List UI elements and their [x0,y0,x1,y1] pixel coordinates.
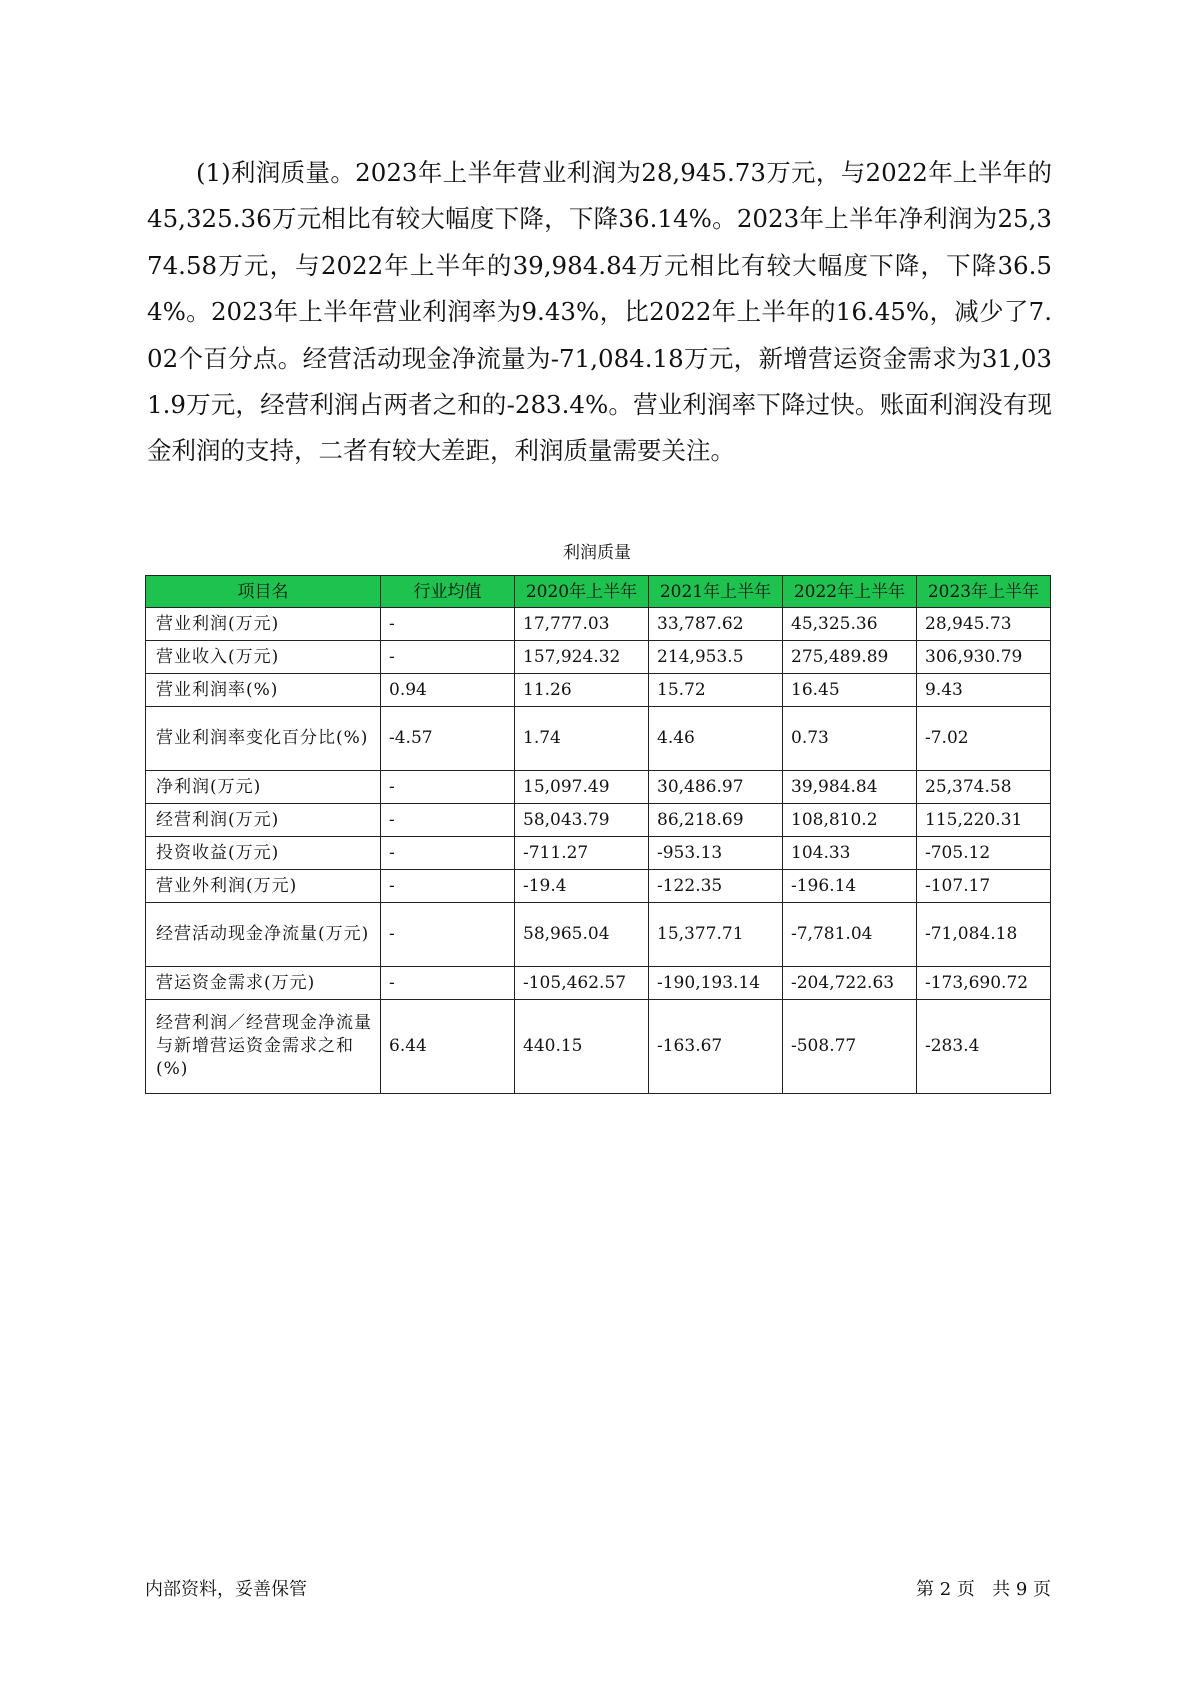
table-row [146,771,1051,804]
table-cell: - [381,870,515,903]
table-cell: 15.72 [649,674,783,707]
row-label: 净利润(万元) [146,771,381,804]
table-cell: 6.44 [381,1000,515,1094]
table-cell: - [381,641,515,674]
table-cell: -173,690.72 [917,967,1051,1000]
profit-quality-table [145,575,1051,1094]
header-item-name: 项目名 [146,576,381,608]
table-cell: 275,489.89 [783,641,917,674]
table-row [146,707,1051,771]
table-cell: -711.27 [515,837,649,870]
table-cell: - [381,608,515,641]
table-cell: 11.26 [515,674,649,707]
table-cell: -19.4 [515,870,649,903]
table-cell: -7.02 [917,707,1051,771]
row-label: 经营利润(万元) [146,804,381,837]
table-row [146,608,1051,641]
table-cell: 306,930.79 [917,641,1051,674]
table-cell: -105,462.57 [515,967,649,1000]
table-cell: -163.67 [649,1000,783,1094]
row-label: 经营利润／经营现金净流量与新增营运资金需求之和(%) [146,1000,381,1094]
table-cell: 15,097.49 [515,771,649,804]
table-row [146,903,1051,967]
row-label: 营运资金需求(万元) [146,967,381,1000]
footer-page-number: 第 2 页 共 9 页 [916,1579,1051,1600]
table-cell: 33,787.62 [649,608,783,641]
row-label: 营业利润率变化百分比(%) [146,707,381,771]
table-cell: 39,984.84 [783,771,917,804]
row-label: 投资收益(万元) [146,837,381,870]
table-cell: 440.15 [515,1000,649,1094]
table-cell: 104.33 [783,837,917,870]
table-cell: 157,924.32 [515,641,649,674]
table-cell: -4.57 [381,707,515,771]
table-cell: 16.45 [783,674,917,707]
row-label: 营业利润(万元) [146,608,381,641]
table-cell: - [381,771,515,804]
table-cell: 25,374.58 [917,771,1051,804]
table-cell: -196.14 [783,870,917,903]
row-label: 营业利润率(%) [146,674,381,707]
table-cell: -508.77 [783,1000,917,1094]
table-cell: - [381,804,515,837]
table-row [146,1000,1051,1094]
table-header-row [146,576,1051,608]
table-cell: -705.12 [917,837,1051,870]
table-cell: 214,953.5 [649,641,783,674]
table-cell: -107.17 [917,870,1051,903]
table-cell: 0.94 [381,674,515,707]
header-industry-average: 行业均值 [381,576,515,608]
table-cell: -204,722.63 [783,967,917,1000]
header-2022h1: 2022年上半年 [783,576,917,608]
table-cell: -71,084.18 [917,903,1051,967]
table-cell: 108,810.2 [783,804,917,837]
table-cell: 45,325.36 [783,608,917,641]
header-2021h1: 2021年上半年 [649,576,783,608]
table-cell: - [381,903,515,967]
table-cell: -190,193.14 [649,967,783,1000]
table-cell: 0.73 [783,707,917,771]
table-cell: 115,220.31 [917,804,1051,837]
footer-confidential-note: 内部资料，妥善保管 [145,1579,307,1600]
table-caption: 利润质量 [563,543,631,563]
table-cell: - [381,837,515,870]
table-row [146,837,1051,870]
table-cell: 15,377.71 [649,903,783,967]
table-cell: 30,486.97 [649,771,783,804]
table-cell: 17,777.03 [515,608,649,641]
table-cell: 58,965.04 [515,903,649,967]
table-cell: 86,218.69 [649,804,783,837]
body-paragraph: (1)利润质量。2023年上半年营业利润为28,945.73万元，与2022年上半年的45,325.36万元相比有较大幅度下降，下降36.14%。2023年上半年净利润为25,374.58万元，与2022年上半年的39,984.84万元相比有较大幅度下降，下降36.54%。2023年上半年营业利润率为9.43%，比2022年上半年的16.45%，减少了7.02个百分点。经营活动现金净流量为-71,084.18万元，新增营运资金需求为31,031.9万元，经营利润占两者之和的-283.4%。营业利润率下降过快。账面利润没有现金利润的支持，二者有较大差距，利润质量需要关注。 [147,158,1052,466]
table-cell: -122.35 [649,870,783,903]
table-cell: 9.43 [917,674,1051,707]
row-label: 经营活动现金净流量(万元) [146,903,381,967]
table-row [146,870,1051,903]
table-cell: 1.74 [515,707,649,771]
table-cell: 4.46 [649,707,783,771]
table-cell: -953.13 [649,837,783,870]
table-cell: 58,043.79 [515,804,649,837]
table-cell: - [381,967,515,1000]
table-cell: -283.4 [917,1000,1051,1094]
table-row [146,641,1051,674]
header-2023h1: 2023年上半年 [917,576,1051,608]
table-row [146,674,1051,707]
table-cell: 28,945.73 [917,608,1051,641]
header-2020h1: 2020年上半年 [515,576,649,608]
row-label: 营业收入(万元) [146,641,381,674]
row-label: 营业外利润(万元) [146,870,381,903]
table-cell: -7,781.04 [783,903,917,967]
table-row [146,967,1051,1000]
table-row [146,804,1051,837]
